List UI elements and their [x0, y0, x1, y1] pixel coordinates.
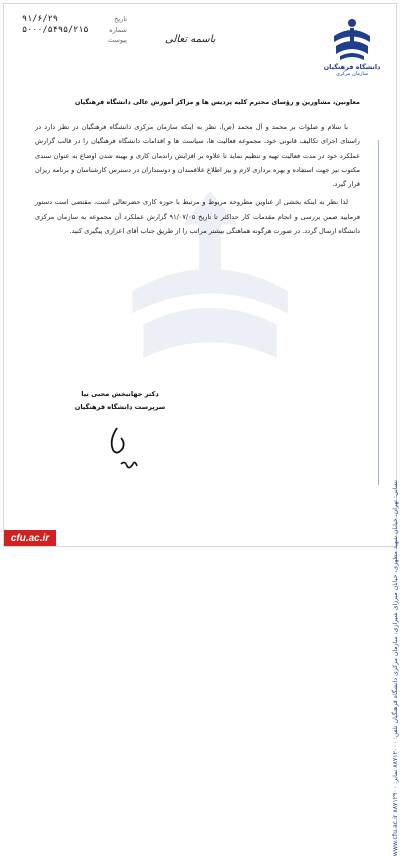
letter-meta	[22, 14, 127, 47]
number-label: شماره	[109, 26, 127, 34]
signatory-name: دکتر جهانبخش محبی نیا	[81, 390, 159, 398]
number-value: ۵۰۰۰/۵۴۹۵/۲۱۵	[22, 25, 89, 35]
site-badge[interactable]: cfu.ac.ir	[4, 530, 56, 546]
attachment-label: پیوست	[108, 36, 127, 44]
meta-attachment-row	[22, 36, 127, 47]
body-paragraph-request: لذا نظر به اینکه بخشی از عناوین مطروحه مربوط و مرتبط با حوزه کاری حضرتعالی است، مقتضی است دستور فرمایید ضمن بررسی و انجام مقدمات کار حداکثر تا تاریخ ۹۱/۰۷/۰۵ گزارش عملکرد آن مجموعه به سازمان مرکزی دانشگاه ارسال گردد. در صورت هرگونه هماهنگی بیشتر مراتب را از طریق جناب آقای اعزازی پیگیری کنید.	[35, 198, 360, 236]
logo-subtitle: سازمان مرکزی	[335, 71, 369, 77]
side-divider	[378, 140, 379, 485]
address-strip: نشانی: تهران، خیابان شهید مطهری، خیابان میرزای شیرازی، سازمان مرکزی دانشگاه فرهنگیان تلفن: ۸۸۷۱۲۰۰۰ نمابر: ۸۸۷۱۲۹۰۰ www.cfu.ac.ir	[392, 480, 399, 856]
body-paragraph-greeting: با سلام و صلوات بر محمد و آل محمد (ص)، نظر به اینکه سازمان مرکزی دانشگاه فرهنگیان در نظر دارد در راستای اجرای تکالیف قانونی خود، مجموعه فعالیت ها، سیاست ها و اقدامات دانشگاه فرهنگیان را در قالب گزارش عملکرد خود در مدت فعالیت تهیه و تنظیم نماید تا علاوه بر افزایش راندمان کاری و بهینه شدن اوضاع به عنوان سندی مکتوب نیز جهت استفاده و بهره برداری لازم و نیز اطلاع علاقمندان و دوستداران در دسترس کارشناسان و برنامه ریزان قرار گیرد.	[35, 123, 360, 189]
letter-body	[35, 120, 360, 242]
date-value: ۹۱/۶/۲۹	[22, 14, 58, 24]
bismillah-heading: باسمه تعالی	[165, 34, 216, 45]
logo-name: دانشگاه فرهنگیان	[323, 63, 381, 71]
handwritten-signature-icon	[95, 420, 155, 480]
meta-number-row	[22, 25, 127, 36]
date-label: تاریخ	[114, 15, 127, 23]
recipient-line: معاونین، مشاورین و رؤسای محترم کلیه پردیس ها و مراکز آموزش عالی دانشگاه فرهنگیان	[74, 98, 360, 106]
meta-date-row	[22, 14, 127, 25]
signature-block	[60, 388, 180, 414]
university-logo	[322, 14, 382, 86]
university-emblem-icon	[330, 14, 374, 62]
signatory-title: سرپرست دانشگاه فرهنگیان	[74, 403, 166, 411]
